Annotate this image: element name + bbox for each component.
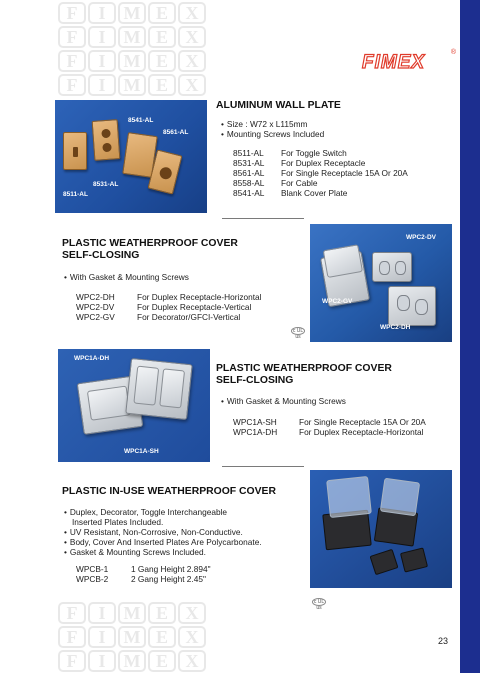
page-number: 23 — [438, 636, 449, 646]
model-row: 8531-AL For Duplex Receptacle — [233, 158, 366, 168]
section-title: PLASTIC IN-USE WEATHERPROOF COVER — [62, 486, 276, 497]
feature-item: • Mounting Screws Included — [221, 129, 324, 139]
model-list — [233, 148, 453, 198]
section-divider — [222, 466, 304, 467]
model-row: 8561-AL For Single Receptacle 15A Or 20A — [233, 168, 408, 178]
wpc1a-cover-photo — [58, 349, 210, 462]
aluminum-wall-plate-photo — [55, 100, 207, 213]
plate-duplex — [92, 119, 121, 161]
ul-certification-mark: c UL us — [292, 328, 304, 340]
section-subtitle: SELF-CLOSING — [216, 375, 294, 386]
model-list — [233, 417, 453, 437]
in-use-lid-2 — [380, 478, 420, 517]
feature-item: • With Gasket & Mounting Screws — [221, 396, 346, 406]
model-row: 8558-AL For Cable — [233, 178, 318, 188]
photo-label: WPC1A-SH — [124, 448, 159, 455]
model-row: WPCB-2 2 Gang Height 2.45" — [76, 574, 206, 584]
watermark-pattern-bottom: F I M E X F I M E X F I M E X — [58, 600, 208, 673]
photo-label: WPC2-GV — [322, 298, 353, 305]
cover-dh — [388, 286, 436, 326]
section-subtitle: SELF-CLOSING — [62, 250, 140, 261]
feature-item: • With Gasket & Mounting Screws — [64, 272, 189, 282]
wpc2-cover-photo — [310, 224, 452, 342]
page-edge-stripe — [460, 0, 480, 673]
photo-label: 8531-AL — [93, 181, 119, 188]
model-row: 8511-AL For Toggle Switch — [233, 148, 347, 158]
ul-certification-mark: c UL us — [313, 599, 325, 611]
model-row: WPC2-DV For Duplex Receptacle-Vertical — [76, 302, 252, 312]
feature-item: • UV Resistant, Non-Corrosive, Non-Conductive. — [64, 527, 304, 537]
model-list — [76, 564, 276, 584]
feature-item: • Size : W72 x L115mm — [221, 119, 307, 129]
model-list — [76, 292, 296, 322]
plate-toggle — [63, 132, 87, 170]
insert-plate-2 — [400, 547, 428, 572]
photo-label: WPC2-DH — [380, 324, 411, 331]
photo-label: WPC2-DV — [406, 234, 436, 241]
section-title: PLASTIC WEATHERPROOF COVER — [62, 238, 238, 249]
insert-plate-1 — [369, 549, 398, 575]
in-use-lid-1 — [326, 476, 372, 518]
feature-item-continued: Inserted Plates Included. — [72, 517, 164, 527]
feature-item: • Duplex, Decorator, Toggle Interchangeable — [64, 507, 304, 517]
model-row: 8541-AL Blank Cover Plate — [233, 188, 348, 198]
photo-label: 8561-AL — [163, 129, 189, 136]
model-row: WPC2-DH For Duplex Receptacle-Horizontal — [76, 292, 262, 302]
section-divider — [222, 218, 304, 219]
section-title: PLASTIC WEATHERPROOF COVER — [216, 363, 392, 374]
model-row: WPCB-1 1 Gang Height 2.894" — [76, 564, 211, 574]
in-use-cover-photo — [310, 470, 452, 588]
model-row: WPC1A-DH For Duplex Receptacle-Horizontal — [233, 427, 424, 437]
cover-dv — [372, 252, 412, 282]
model-row: WPC1A-SH For Single Receptacle 15A Or 20A — [233, 417, 426, 427]
section-title: ALUMINUM WALL PLATE — [216, 100, 341, 111]
feature-list — [64, 507, 304, 557]
cover-dh — [125, 358, 193, 420]
photo-label: WPC1A-DH — [74, 355, 110, 362]
watermark-pattern-top: F I M E X F I M E X F I M E X F I M E X — [58, 0, 208, 100]
brand-logo: FIMEX ® — [362, 49, 456, 73]
feature-item: • Body, Cover And Inserted Plates Are Polycarbonate. — [64, 537, 304, 547]
model-row: WPC2-GV For Decorator/GFCI-Vertical — [76, 312, 241, 322]
feature-item: • Gasket & Mounting Screws Included. — [64, 547, 304, 557]
photo-label: 8541-AL — [128, 117, 154, 124]
photo-label: 8511-AL — [63, 191, 88, 198]
